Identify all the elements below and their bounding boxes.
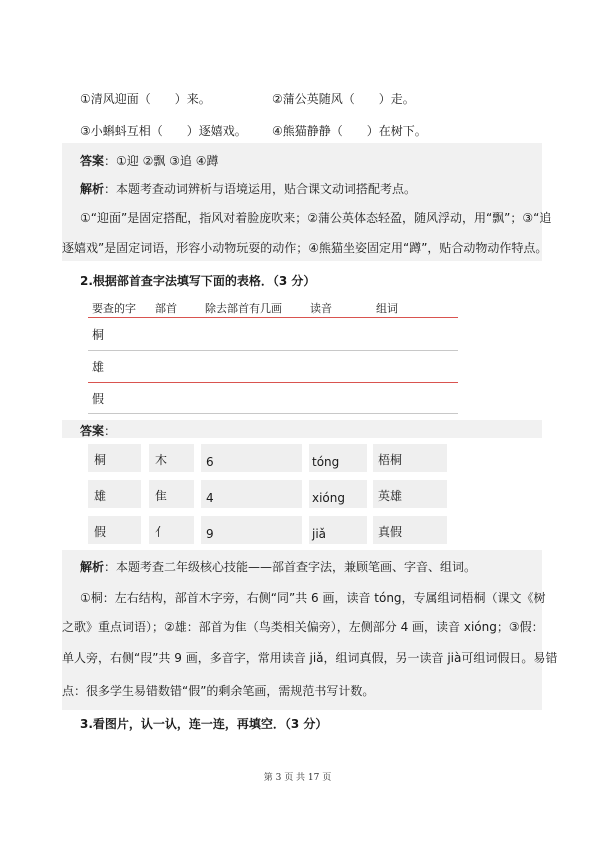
q2-table-rule: [88, 317, 458, 318]
answer-cell-char: 假: [94, 525, 107, 539]
q2-answer-strip: [62, 420, 542, 438]
q2-header-words: 组词: [376, 302, 398, 315]
answer-cell-pinyin: tóng: [312, 455, 340, 469]
q2-detail-line4: 点：很多学生易错数错“假”的剩余笔画，需规范书写计数。: [62, 684, 375, 698]
q2-char-1: 桐: [92, 328, 105, 342]
q1-line2-a: ③小蝌蚪互相（ ）逐嬉戏。: [80, 124, 247, 138]
q2-analysis: [80, 558, 476, 575]
answer-cell-strokes: 4: [206, 491, 214, 505]
q2-title: 2.根据部首查字法填写下面的表格．（3 分）: [80, 274, 316, 288]
q2-header-radical: 部首: [155, 302, 177, 315]
q2-detail-line3: 单人旁，右侧“叚”共 9 画，多音字，常用读音 jiǎ，组词真假，另一读音 jià可组词假日。易错: [62, 651, 558, 665]
q3-title: 3.看图片，认一认，连一连，再填空．（3 分）: [80, 717, 328, 731]
q1-analysis: [80, 180, 416, 197]
q2-answer-text: ：: [104, 424, 117, 438]
q1-analysis-label: 解析: [80, 182, 105, 196]
answer-cell-pinyin: xióng: [312, 491, 345, 505]
q2-analysis-text: ：本题考查二年级核心技能——部首查字法，兼顾笔画、字音、组词。: [104, 560, 477, 574]
q1-detail-line2: 逐嬉戏”是固定词语，形容小动物玩耍的动作；④熊猫坐姿固定用“蹲”，贴合动物动作特点。: [62, 241, 548, 255]
q2-detail-line2: 之歌》重点词语）；②雄：部首为隹（鸟类相关偏旁），左侧部分 4 画，读音 xióng；③假：: [62, 620, 544, 634]
answer-cell-strokes: 9: [206, 527, 214, 541]
q1-answer-label: 答案: [80, 154, 105, 168]
q2-detail-line1: ①桐：左右结构，部首木字旁，右侧“同”共 6 画，读音 tóng，专属组词梧桐（课文《树: [80, 591, 546, 605]
q2-answer-label: 答案: [80, 424, 105, 438]
q2-header-pinyin: 读音: [310, 302, 332, 315]
answer-cell-radical: 亻: [155, 525, 168, 539]
q2-table-rule: [88, 350, 458, 351]
answer-cell-radical: 木: [155, 453, 168, 467]
answer-cell-word: 真假: [378, 525, 403, 539]
answer-cell-word: 梧桐: [378, 453, 403, 467]
q1-detail-line1: ①“迎面”是固定搭配，指风对着脸庞吹来；②蒲公英体态轻盈，随风浮动，用“飘”；③“追: [80, 211, 552, 225]
answer-cell-bg: [201, 516, 302, 544]
answer-cell-char: 桐: [94, 453, 107, 467]
answer-cell-radical: 隹: [155, 489, 168, 503]
q1-line1-b: ②蒲公英随风（ ）走。: [272, 92, 415, 106]
q1-answer-text: ：①迎 ②飘 ③追 ④蹲: [104, 154, 219, 168]
q2-analysis-label: 解析: [80, 560, 105, 574]
q2-header-char: 要查的字: [92, 302, 136, 315]
answer-cell-strokes: 6: [206, 455, 214, 469]
answer-cell-char: 雄: [94, 489, 107, 503]
q2-answer: [80, 422, 116, 439]
answer-cell-bg: [201, 480, 302, 508]
q2-table-rule: [88, 382, 458, 383]
page-number: 第 3 页 共 17 页: [263, 773, 332, 783]
q2-table-rule: [88, 413, 458, 414]
answer-cell-word: 英雄: [378, 489, 403, 503]
q1-analysis-text: ：本题考查动词辨析与语境运用，贴合课文动词搭配考点。: [104, 182, 417, 196]
q2-char-2: 雄: [92, 360, 105, 374]
answer-cell-bg: [201, 444, 302, 472]
q1-answer: [80, 152, 219, 169]
q2-header-strokes: 除去部首有几画: [205, 302, 282, 315]
q2-char-3: 假: [92, 392, 105, 406]
q1-line1-a: ①清风迎面（ ）来。: [80, 92, 211, 106]
q1-line2-b: ④熊猫静静（ ）在树下。: [272, 124, 427, 138]
answer-cell-pinyin: jiǎ: [312, 527, 327, 541]
